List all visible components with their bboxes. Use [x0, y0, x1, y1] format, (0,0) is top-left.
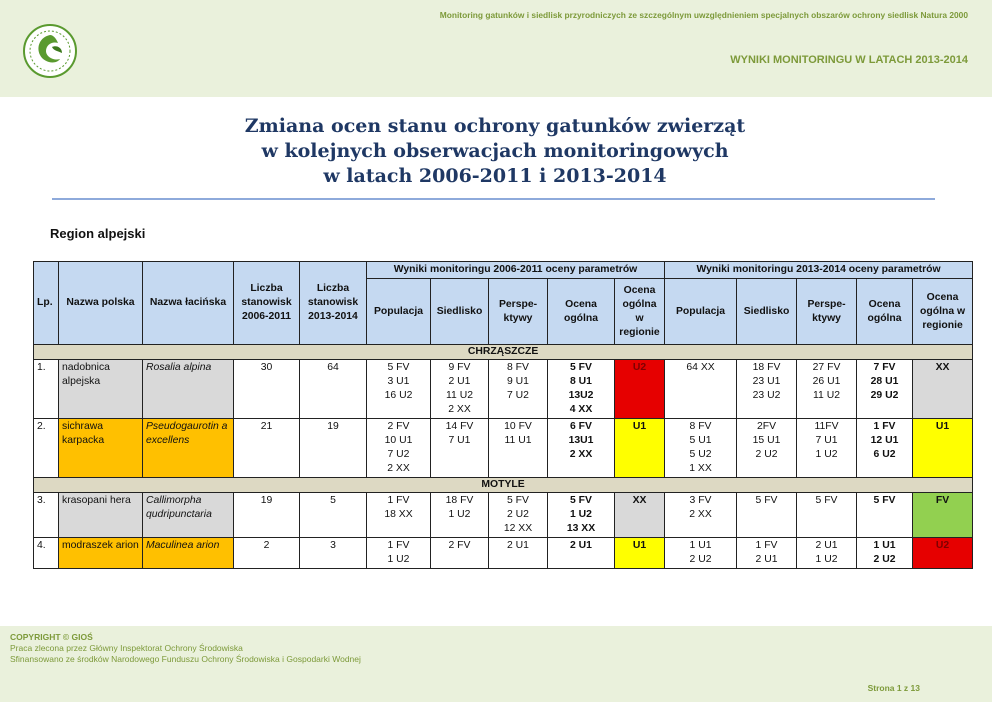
row-lp: 3. [34, 493, 59, 538]
header-region-overall-2006: Ocena ogólna w regionie [615, 279, 665, 345]
population-2013-line: 3 FV [689, 495, 712, 506]
overall-2006-line: 13U1 [568, 435, 594, 446]
habitat-2013 [737, 419, 797, 478]
habitat-2006 [431, 419, 489, 478]
prospects-2013 [797, 493, 857, 538]
prospects-2006-line: 2 U1 [507, 540, 529, 551]
population-2013 [665, 360, 737, 419]
overall-2013 [857, 419, 913, 478]
overall-2006 [548, 493, 615, 538]
sites-2013: 5 [300, 493, 367, 538]
group-name: MOTYLE [34, 478, 973, 493]
habitat-2006-line: 1 U2 [448, 509, 471, 520]
prospects-2006-line: 7 U2 [507, 390, 529, 401]
page-title [120, 114, 870, 189]
habitat-2006-line: 2 FV [448, 540, 471, 551]
table-row [34, 538, 973, 569]
page-footer [0, 626, 992, 702]
overall-2013-line: 1 FV [873, 421, 896, 432]
sites-2013: 3 [300, 538, 367, 569]
population-2006-line: 5 FV [387, 362, 410, 373]
prospects-2006-line: 10 FV [504, 421, 532, 432]
population-2006-line: 1 FV [387, 495, 410, 506]
prospects-2006-line: 8 FV [507, 362, 529, 373]
region-status-2006: U1 [615, 538, 665, 569]
header-overall-2013: Ocena ogólna [857, 279, 913, 345]
habitat-2013-line: 23 U1 [752, 376, 781, 387]
overall-2013-line: 12 U1 [870, 435, 899, 446]
overall-2013-line: 5 FV [873, 495, 896, 506]
header-region-overall-2013: Ocena ogólna w regionie [913, 279, 973, 345]
region-heading: Region alpejski [50, 226, 146, 241]
overall-2013 [857, 493, 913, 538]
header-population-2013: Populacja [665, 279, 737, 345]
habitat-2006 [431, 493, 489, 538]
title-line-3: w latach 2006-2011 i 2013-2014 [323, 165, 667, 187]
prospects-2013 [797, 538, 857, 569]
habitat-2006-line: 9 FV [448, 362, 471, 373]
sites-2013: 19 [300, 419, 367, 478]
overall-2013 [857, 360, 913, 419]
footer-copyright: COPYRIGHT © GIOŚ [10, 632, 93, 642]
habitat-2013-line: 15 U1 [752, 435, 781, 446]
habitat-2013 [737, 360, 797, 419]
region-status-2013: FV [913, 493, 973, 538]
polish-name: krasopani hera [59, 493, 143, 538]
polish-name: sichrawa karpacka [59, 419, 143, 478]
overall-2013-line: 29 U2 [870, 390, 899, 401]
prospects-2013 [797, 360, 857, 419]
habitat-2013 [737, 538, 797, 569]
overall-2013 [857, 538, 913, 569]
prospects-2013-line: 7 U1 [815, 435, 838, 446]
sites-2006: 19 [234, 493, 300, 538]
overall-2006-line: 5 FV [570, 495, 592, 506]
prospects-2006 [489, 493, 548, 538]
habitat-2006 [431, 538, 489, 569]
population-2006 [367, 419, 431, 478]
overall-2006 [548, 419, 615, 478]
overall-2006-line: 5 FV [570, 362, 592, 373]
overall-2006 [548, 538, 615, 569]
header-latin-name: Nazwa łacińska [143, 262, 234, 345]
overall-2006-line: 2 U1 [570, 540, 592, 551]
row-lp: 1. [34, 360, 59, 419]
species-assessment-table [33, 261, 973, 569]
population-2013-line: 8 FV [689, 421, 712, 432]
prospects-2006-line: 11 U1 [504, 435, 532, 446]
prospects-2006-line: 5 FV [507, 495, 529, 506]
overall-2013-line: 7 FV [873, 362, 896, 373]
overall-2006-line: 6 FV [570, 421, 592, 432]
group-row [34, 345, 973, 360]
footer-prepared-by: Praca zlecona przez Główny Inspektorat Ochrony Środowiska [10, 643, 243, 653]
population-2013-line: 64 XX [686, 362, 715, 373]
population-2006-line: 2 FV [387, 421, 410, 432]
header-sites-2006: Liczba stanowisk 2006-2011 [234, 262, 300, 345]
gios-logo-icon [16, 23, 84, 79]
header-habitat-2013: Siedlisko [737, 279, 797, 345]
sites-2006: 21 [234, 419, 300, 478]
prospects-2013-line: 27 FV [812, 362, 841, 373]
population-2013-line: 1 XX [689, 463, 712, 474]
habitat-2006-line: 7 U1 [448, 435, 471, 446]
habitat-2013-line: 23 U2 [752, 390, 781, 401]
prospects-2013 [797, 419, 857, 478]
population-2013-line: 2 U2 [689, 554, 712, 565]
header-prospects-2006: Perspe-ktywy [489, 279, 548, 345]
prospects-2013-line: 1 U2 [815, 449, 838, 460]
overall-2013-line: 1 U1 [873, 540, 896, 551]
overall-2006 [548, 360, 615, 419]
prospects-2006-line: 2 U2 [507, 509, 529, 520]
habitat-2013-line: 1 FV [755, 540, 778, 551]
prospects-2006 [489, 360, 548, 419]
region-status-2013: U2 [913, 538, 973, 569]
latin-name: Pseudogaurotin a excellens [143, 419, 234, 478]
row-lp: 2. [34, 419, 59, 478]
habitat-2006-line: 2 U1 [448, 376, 471, 387]
header-sites-2013: Liczba stanowisk 2013-2014 [300, 262, 367, 345]
population-2006-line: 7 U2 [387, 449, 410, 460]
overall-2013-line: 6 U2 [873, 449, 896, 460]
prospects-2013-line: 2 U1 [815, 540, 838, 551]
prospects-2006 [489, 538, 548, 569]
title-divider [52, 198, 935, 200]
header-lp: Lp. [34, 262, 59, 345]
header-overall-2006: Ocena ogólna [548, 279, 615, 345]
habitat-2013 [737, 493, 797, 538]
population-2006-line: 2 XX [387, 463, 410, 474]
population-2006-line: 10 U1 [384, 435, 413, 446]
title-line-2: w kolejnych obserwacjach monitoringowych [261, 140, 729, 162]
habitat-2006-line: 2 XX [448, 404, 471, 415]
region-status-2013: XX [913, 360, 973, 419]
table-row [34, 493, 973, 538]
population-2013-line: 2 XX [689, 509, 712, 520]
habitat-2006-line: 11 U2 [446, 390, 473, 401]
prospects-2006-line: 12 XX [503, 523, 533, 534]
header-polish-name: Nazwa polska [59, 262, 143, 345]
overall-2013-line: 2 U2 [873, 554, 896, 565]
population-2006-line: 1 FV [387, 540, 410, 551]
table-row [34, 360, 973, 419]
page-number: Strona 1 z 13 [867, 683, 920, 693]
population-2013 [665, 419, 737, 478]
overall-2006-line: 8 U1 [570, 376, 592, 387]
header-population-2006: Populacja [367, 279, 431, 345]
row-lp: 4. [34, 538, 59, 569]
population-2006 [367, 538, 431, 569]
population-2006 [367, 360, 431, 419]
population-2013-line: 1 U1 [689, 540, 712, 551]
overall-2006-line: 13U2 [568, 390, 594, 401]
population-2013 [665, 538, 737, 569]
habitat-2006-line: 18 FV [445, 495, 474, 506]
region-status-2006: U2 [615, 360, 665, 419]
habitat-2013-line: 2 U1 [755, 554, 778, 565]
latin-name: Callimorpha qudripunctaria [143, 493, 234, 538]
population-2006-line: 3 U1 [387, 376, 410, 387]
group-row [34, 478, 973, 493]
sites-2006: 2 [234, 538, 300, 569]
population-2006-line: 18 XX [384, 509, 413, 520]
overall-2006-line: 4 XX [569, 404, 593, 415]
prospects-2013-line: 11FV [814, 421, 839, 432]
population-2013-line: 5 U1 [689, 435, 712, 446]
page-header [0, 0, 992, 97]
group-name: CHRZĄSZCZE [34, 345, 973, 360]
habitat-2013-line: 2 U2 [755, 449, 778, 460]
prospects-2013-line: 26 U1 [812, 376, 841, 387]
population-2006-line: 16 U2 [384, 390, 413, 401]
title-line-1: Zmiana ocen stanu ochrony gatunków zwierząt [244, 115, 746, 137]
habitat-2006-line: 14 FV [445, 421, 474, 432]
habitat-2013-line: 18 FV [752, 362, 781, 373]
table-row [34, 419, 973, 478]
prospects-2013-line: 5 FV [815, 495, 838, 506]
prospects-2006-line: 9 U1 [507, 376, 529, 387]
header-subtitle: WYNIKI MONITORINGU W LATACH 2013-2014 [730, 54, 968, 66]
header-tagline: Monitoring gatunków i siedlisk przyrodniczych ze szczególnym uwzględnieniem specjalnych obszarów ochrony siedlisk Natura 2000 [439, 10, 968, 20]
header-prospects-2013: Perspe-ktywy [797, 279, 857, 345]
overall-2013-line: 28 U1 [870, 376, 899, 387]
latin-name: Rosalia alpina [143, 360, 234, 419]
prospects-2013-line: 1 U2 [815, 554, 838, 565]
overall-2006-line: 2 XX [569, 449, 593, 460]
population-2013-line: 5 U2 [689, 449, 712, 460]
sites-2013: 64 [300, 360, 367, 419]
region-status-2013: U1 [913, 419, 973, 478]
habitat-2006 [431, 360, 489, 419]
polish-name: nadobnica alpejska [59, 360, 143, 419]
overall-2006-line: 13 XX [566, 523, 596, 534]
population-2013 [665, 493, 737, 538]
header-results-2006: Wyniki monitoringu 2006-2011 oceny parametrów [367, 262, 665, 279]
region-status-2006: XX [615, 493, 665, 538]
latin-name: Maculinea arion [143, 538, 234, 569]
polish-name: modraszek arion [59, 538, 143, 569]
prospects-2013-line: 11 U2 [813, 390, 841, 401]
sites-2006: 30 [234, 360, 300, 419]
region-status-2006: U1 [615, 419, 665, 478]
habitat-2013-line: 5 FV [755, 495, 778, 506]
header-habitat-2006: Siedlisko [431, 279, 489, 345]
prospects-2006 [489, 419, 548, 478]
overall-2006-line: 1 U2 [570, 509, 592, 520]
population-2006-line: 1 U2 [387, 554, 410, 565]
population-2006 [367, 493, 431, 538]
header-results-2013: Wyniki monitoringu 2013-2014 oceny parametrów [665, 262, 973, 279]
footer-funded-by: Sfinansowano ze środków Narodowego Funduszu Ochrony Środowiska i Gospodarki Wodnej [10, 654, 361, 664]
habitat-2013-line: 2FV [757, 421, 777, 432]
